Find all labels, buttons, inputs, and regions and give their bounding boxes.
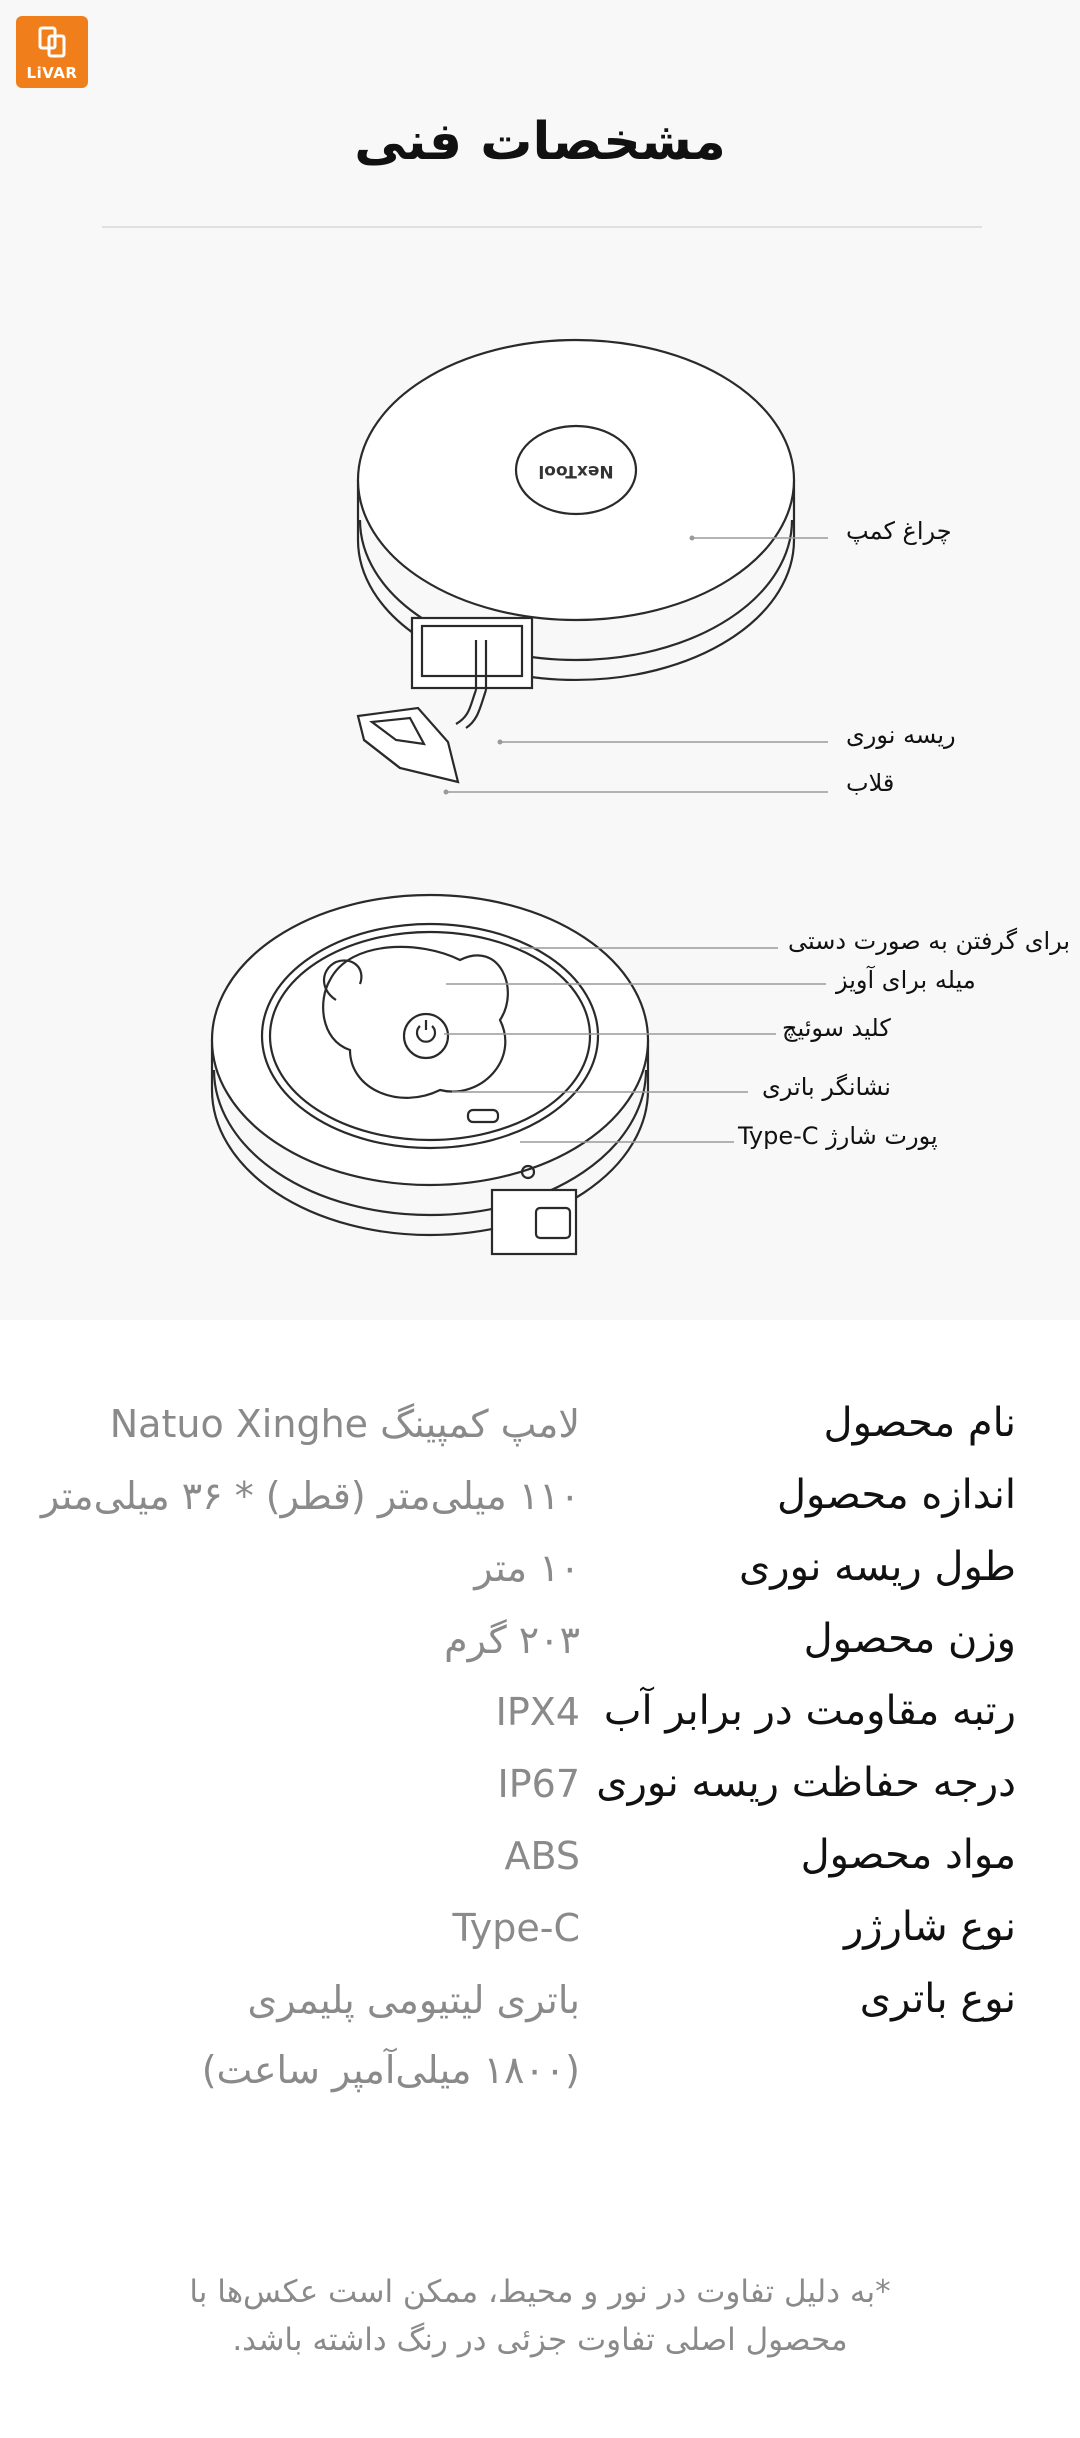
spec-value: ABS (504, 1834, 580, 1878)
label-charge-port: پورت شارژ Type-C (738, 1122, 938, 1150)
spec-row (0, 1400, 1080, 1470)
spec-row (0, 1976, 1080, 2120)
spec-label: طول ریسه نوری (739, 1544, 1016, 1590)
spec-label: رتبه مقاومت در برابر آب (603, 1688, 1016, 1734)
note-line-2: محصول اصلی تفاوت جزئی در رنگ داشته باشد. (232, 2322, 848, 2358)
label-lamp: چراغ کمپ (846, 517, 952, 545)
label-switch: کلید سوئیچ (782, 1014, 891, 1042)
page-title: مشخصات فنی (354, 112, 726, 172)
spec-label: وزن محصول (803, 1616, 1016, 1662)
label-hand-hold: برای گرفتن به صورت دستی (788, 927, 1071, 955)
spec-label: نوع شارژر (843, 1904, 1016, 1950)
spec-label: اندازه محصول (776, 1472, 1016, 1518)
spec-label: درجه حفاظت ریسه نوری (596, 1760, 1016, 1806)
spec-value: ۱۱۰ میلی‌متر (قطر) * ۳۶ میلی‌متر (40, 1474, 580, 1518)
bottom-view-lamp (212, 895, 648, 1254)
product-logo: NexTool (538, 461, 614, 481)
spec-value: باتری لیتیومی پلیمری (247, 1978, 580, 2022)
top-view-lamp (358, 340, 794, 782)
spec-row (0, 1904, 1080, 1974)
spec-value-line2: (۱۸۰۰ میلی‌آمپر ساعت) (201, 2048, 580, 2092)
spec-value: IP67 (497, 1762, 580, 1806)
spec-label: مواد محصول (800, 1832, 1016, 1878)
label-battery-indicator: نشانگر باتری (762, 1073, 891, 1101)
spec-row (0, 1832, 1080, 1902)
spec-label: نام محصول (823, 1400, 1016, 1446)
spec-value: ۱۰ متر (474, 1546, 580, 1590)
spec-value: ۲۰۳ گرم (444, 1618, 580, 1662)
spec-row (0, 1472, 1080, 1542)
spec-value: IPX4 (495, 1690, 580, 1734)
label-fiber: ریسه نوری (846, 721, 956, 749)
spec-row (0, 1616, 1080, 1686)
spec-row (0, 1760, 1080, 1830)
label-hang-rod: میله برای آویز (836, 966, 976, 994)
spec-value: Type-C (452, 1906, 580, 1950)
disclaimer-note (100, 2268, 980, 2364)
spec-value: لامپ کمپینگ Natuo Xinghe (109, 1402, 580, 1446)
note-line-1: *به دلیل تفاوت در نور و محیط، ممکن است عکس‌ها با (189, 2274, 891, 2310)
brand-name: LiVAR (26, 64, 78, 82)
spec-row (0, 1688, 1080, 1758)
spec-label: نوع باتری (859, 1976, 1016, 2022)
label-hook: قلاب (846, 769, 895, 797)
spec-row (0, 1544, 1080, 1614)
